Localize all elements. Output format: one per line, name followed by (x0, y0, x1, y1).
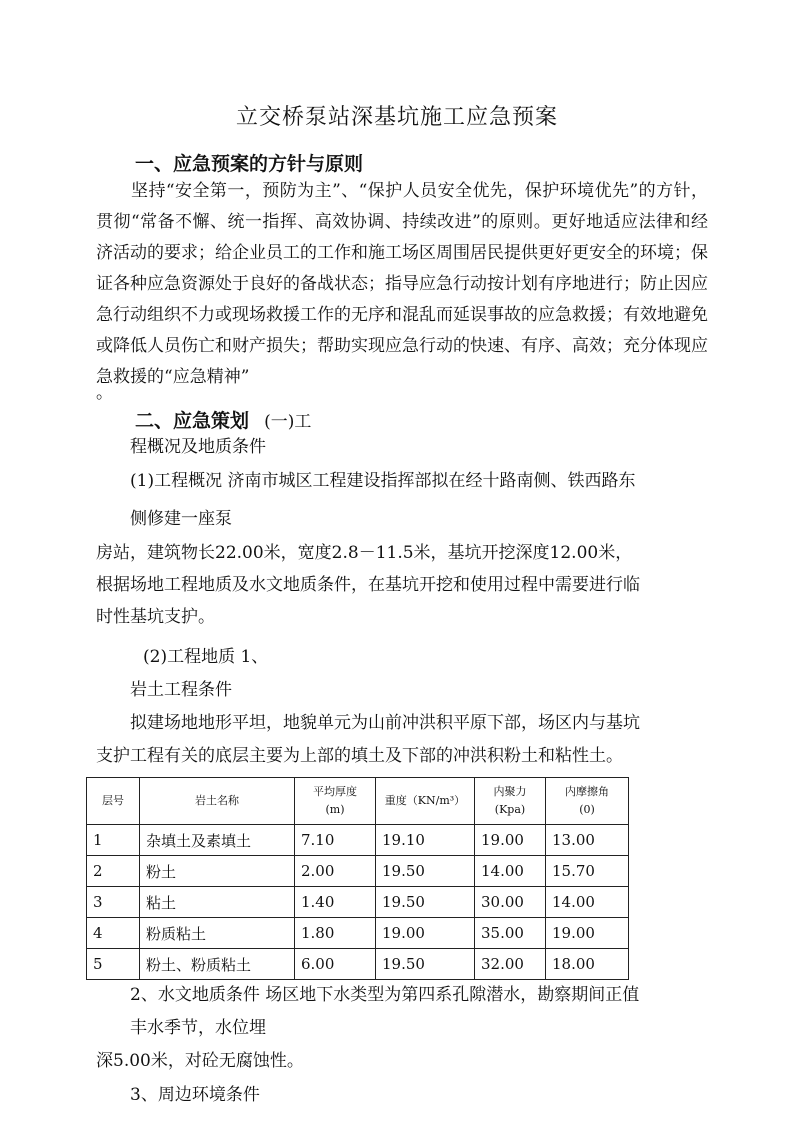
section1-paragraph-tail: 。 (96, 383, 113, 403)
cell-layer: 2 (87, 856, 140, 887)
cell-density: 19.50 (376, 887, 475, 918)
hydrogeology-line1: 2、水文地质条件 场区地下水类型为第四系孔隙潜水，勘察期间正值 (130, 985, 640, 1005)
cell-density: 19.50 (376, 856, 475, 887)
table-row (87, 856, 629, 887)
hydrogeology-line3: 深5.00米，对砼无腐蚀性。 (96, 1051, 304, 1071)
header-layer: 层号 (87, 778, 140, 825)
section2-sub-inline: (一)工 (264, 412, 312, 432)
geology-heading: (2)工程地质 1、 (143, 647, 269, 667)
cell-friction: 19.00 (546, 918, 629, 949)
cell-name: 粉土 (140, 856, 295, 887)
cell-layer: 1 (87, 825, 140, 856)
table-row (87, 887, 629, 918)
table-row (87, 825, 629, 856)
cell-density: 19.50 (376, 949, 475, 980)
header-thickness (295, 778, 376, 825)
header-friction-line1: 内摩擦角 (565, 785, 609, 798)
section2-sub-heading: 程概况及地质条件 (130, 437, 266, 457)
project-overview-line3: 房站，建筑物长22.00米，宽度2.8－11.5米，基坑开挖深度12.00米， (96, 543, 633, 563)
cell-layer: 4 (87, 918, 140, 949)
section1-paragraph-text: 坚持“安全第一，预防为主”、“保护人员安全优先，保护环境优先”的方针，贯彻“常备不懈、统一指挥、高效协调、持续改进”的原则。更好地适应法律和经济活动的要求；给企业员工的工作和施工场区周围居民提供更好更安全的环境；保证各种应急资源处于良好的备战状态；指导应急行动按计划有序地进行；防止因应急行动组织不力或现场救援工作的无序和混乱而延误事故的应急救援；有效地避免或降低人员伤亡和财产损失；帮助实现应急行动的快速、有序、高效；充分体现应急救援的“应急精神” (96, 181, 708, 387)
hydrogeology-line2: 丰水季节，水位埋 (130, 1018, 266, 1038)
surroundings-heading: 3、周边环境条件 (130, 1085, 260, 1105)
cell-name: 粉土、粉质粘土 (140, 949, 295, 980)
cell-thickness: 6.00 (295, 949, 376, 980)
cell-friction: 14.00 (546, 887, 629, 918)
table-header-row (87, 778, 629, 825)
section1-paragraph (96, 176, 708, 393)
cell-cohesion: 32.00 (475, 949, 546, 980)
header-thickness-line2: (m) (325, 803, 345, 816)
cell-layer: 3 (87, 887, 140, 918)
project-overview-line4: 根据场地工程地质及水文地质条件，在基坑开挖和使用过程中需要进行临 (96, 575, 640, 595)
table-row (87, 949, 629, 980)
cell-thickness: 2.00 (295, 856, 376, 887)
header-cohesion-line2: (Kpa) (494, 803, 526, 816)
project-overview-line1: (1)工程概况 济南市城区工程建设指挥部拟在经十路南侧、铁西路东 (130, 471, 636, 491)
cell-cohesion: 35.00 (475, 918, 546, 949)
header-density: 重度（KN/m³） (376, 778, 475, 825)
section2-heading: 二、应急策划 (135, 410, 250, 432)
cell-name: 粉质粘土 (140, 918, 295, 949)
cell-name: 粘土 (140, 887, 295, 918)
project-overview-line2: 侧修建一座泵 (130, 509, 232, 529)
cell-thickness: 1.80 (295, 918, 376, 949)
page-title: 立交桥泵站深基坑施工应急预案 (235, 105, 558, 130)
cell-friction: 15.70 (546, 856, 629, 887)
cell-density: 19.10 (376, 825, 475, 856)
geology-paragraph-line1: 拟建场地地形平坦，地貌单元为山前冲洪积平原下部，场区内与基坑 (130, 713, 640, 733)
cell-thickness: 1.40 (295, 887, 376, 918)
cell-friction: 13.00 (546, 825, 629, 856)
header-cohesion-line1: 内聚力 (493, 785, 527, 798)
geotech-heading: 岩土工程条件 (130, 680, 232, 700)
table-row (87, 918, 629, 949)
header-friction (546, 778, 629, 825)
section1-heading: 一、应急预案的方针与原则 (135, 153, 364, 175)
header-name: 岩土名称 (140, 778, 295, 825)
cell-name: 杂填土及素填土 (140, 825, 295, 856)
header-cohesion (475, 778, 546, 825)
header-friction-line2: (0) (579, 803, 595, 816)
cell-thickness: 7.10 (295, 825, 376, 856)
geology-paragraph-line2: 支护工程有关的底层主要为上部的填土及下部的冲洪积粉土和粘性土。 (96, 746, 623, 766)
cell-cohesion: 30.00 (475, 887, 546, 918)
soil-properties-table (86, 777, 629, 980)
cell-cohesion: 14.00 (475, 856, 546, 887)
cell-cohesion: 19.00 (475, 825, 546, 856)
project-overview-line5: 时性基坑支护。 (96, 607, 215, 627)
header-thickness-line1: 平均厚度 (313, 785, 357, 798)
cell-layer: 5 (87, 949, 140, 980)
cell-density: 19.00 (376, 918, 475, 949)
cell-friction: 18.00 (546, 949, 629, 980)
